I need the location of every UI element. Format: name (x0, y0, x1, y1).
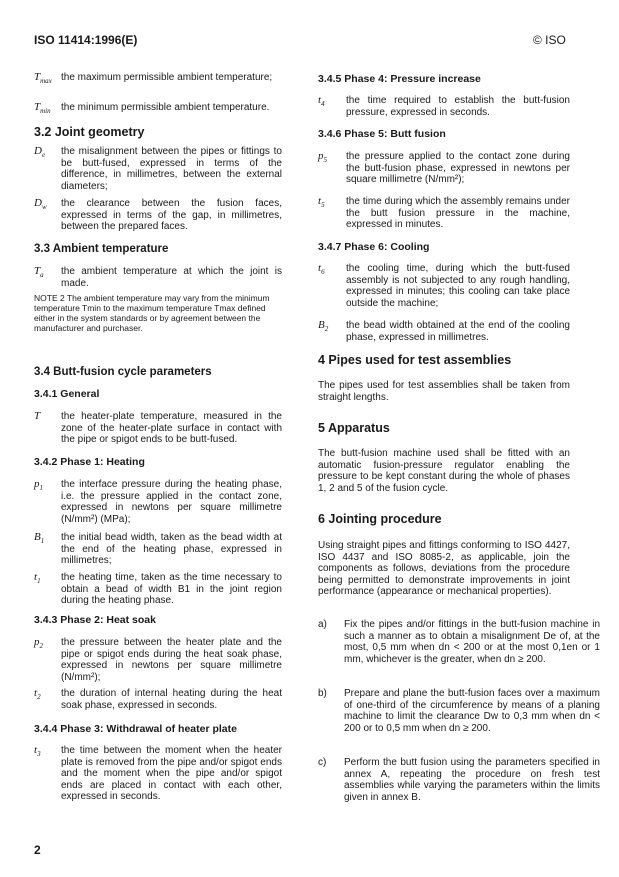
symbol-sub: w (41, 203, 47, 212)
symbol: t (34, 744, 38, 756)
page-number: 2 (34, 843, 41, 857)
heading-3-4-1: 3.4.1 General (34, 388, 100, 400)
symbol-sub: 1 (40, 537, 45, 546)
list-text: Perform the butt fusion using the parameters specified in annex A, repeating the procedure on fresh test assemblies while varying the parameters within the limits given in annex B. (344, 757, 600, 803)
symbol: T (34, 101, 41, 113)
note-2: NOTE 2 The ambient temperature may vary from the minimum temperature Tmin to the maximum temperature Tmax defined either in the system standards or by agreement between the manufacturer and purchaser. (34, 293, 270, 333)
definition-text: the ambient temperature at which the joint is made. (61, 266, 282, 289)
list-label: a) (318, 619, 327, 630)
document-id: ISO 11414:1996(E) (34, 33, 138, 47)
symbol: D (34, 145, 42, 157)
symbol-sub: min (40, 107, 51, 116)
symbol: t (34, 687, 38, 699)
definition-text: the time during which the assembly remains under the butt fusion pressure in the machine, expressed in minutes. (346, 196, 570, 230)
heading-5: 5 Apparatus (318, 421, 390, 435)
symbol: t (318, 195, 322, 207)
symbol-sub: 5 (321, 201, 325, 210)
definition-text: the heater-plate temperature, measured in the zone of the heater-plate surface in contact with the pipe or spigot ends to be butt-fused. (61, 411, 282, 445)
heading-3-4-2: 3.4.2 Phase 1: Heating (34, 456, 145, 468)
symbol: T (34, 410, 41, 422)
paragraph-4: The pipes used for test assemblies shall be taken from straight lengths. (318, 380, 570, 403)
symbol: T (34, 265, 41, 277)
definition-text: the clearance between the fusion faces, expressed in terms of the gap, in millimetres, between the prepared faces. (61, 198, 282, 232)
heading-3-4-3: 3.4.3 Phase 2: Heat soak (34, 614, 156, 626)
symbol-sub: 6 (321, 268, 325, 277)
list-label: b) (318, 688, 327, 699)
definition-text: the minimum permissible ambient temperature. (61, 102, 270, 113)
symbol: t (34, 571, 38, 583)
definition-text: the interface pressure during the heating phase, i.e. the pressure applied in the contact zone, expressed in newtons per square millimetre (N/mm²) (MPa); (61, 479, 282, 525)
symbol-sub: a (40, 271, 44, 280)
heading-3-4-5: 3.4.5 Phase 4: Pressure increase (318, 73, 481, 85)
list-label: c) (318, 757, 327, 768)
copyright-mark: © ISO (533, 33, 566, 47)
symbol: T (34, 71, 41, 83)
symbol: t (318, 262, 322, 274)
list-text: Fix the pipes and/or fittings in the butt-fusion machine in such a manner as to obtain a misalignment De of, at the most, 0,5 mm when dn < 200 or at the most 0,1en or 1 mm, whichever is the greater, when dn ≥ 200. (344, 619, 600, 665)
definition-text: the misalignment between the pipes or fittings to be butt-fused, expressed in terms of the difference, in millimetres, between the external diameters; (61, 146, 282, 192)
symbol-sub: 2 (37, 693, 41, 702)
definition-text: the pressure applied to the contact zone during the butt-fusion phase, expressed in newtons per square millimetre (N/mm²); (346, 151, 570, 185)
paragraph-6: Using straight pipes and fittings conforming to ISO 4427, ISO 4437 and ISO 8085-2, as applicable, join the components as follows, deviations from the procedure being permitted to demonstrate improvements in joint performance (appearance or mechanical properties). (318, 540, 570, 597)
definition-text: the cooling time, during which the butt-fused assembly is not subjected to any rough handling, expressed in minutes; this cooling can take place outside the machine; (346, 263, 570, 309)
definition-text: the heating time, taken as the time necessary to obtain a bead of width B1 in the joint region during the heating phase. (61, 572, 282, 606)
definition-text: the maximum permissible ambient temperature; (61, 72, 273, 83)
heading-6: 6 Jointing procedure (318, 512, 442, 526)
symbol: D (34, 197, 42, 209)
heading-4: 4 Pipes used for test assemblies (318, 353, 512, 367)
symbol-sub: 5 (323, 156, 327, 165)
symbol-sub: 2 (39, 642, 43, 651)
definition-text: the time between the moment when the heater plate is removed from the pipe and/or spigot ends and the moment when the pipe and/or spigot ends are placed in contact with each other, expressed in seconds. (61, 745, 282, 802)
definition-text: the pressure between the heater plate and the pipe or spigot ends during the heat soak phase, expressed in newtons per square millimetre (N/mm²); (61, 637, 282, 683)
definition-text: the time required to establish the butt-fusion pressure, expressed in seconds. (346, 95, 570, 118)
symbol: t (318, 94, 322, 106)
definition-text: the duration of internal heating during the heat soak phase, expressed in seconds. (61, 688, 282, 711)
heading-3-4: 3.4 Butt-fusion cycle parameters (34, 366, 212, 378)
list-text: Prepare and plane the butt-fusion faces over a maximum of one-third of the circumference by means of a planing machine to limit the clearance Dw to 0,3 mm when dn < 200 or to 0,5 mm when dn ≥ 200. (344, 688, 600, 734)
symbol-sub: e (41, 151, 46, 160)
heading-3-2: 3.2 Joint geometry (34, 125, 145, 139)
symbol-sub: 2 (324, 325, 329, 334)
symbol-sub: 1 (37, 577, 41, 586)
symbol: B (34, 531, 41, 543)
symbol: p (318, 150, 324, 162)
symbol-sub: 4 (321, 100, 325, 109)
heading-3-4-4: 3.4.4 Phase 3: Withdrawal of heater plate (34, 723, 237, 735)
symbol-sub: 3 (37, 750, 41, 759)
paragraph-5: The butt-fusion machine used shall be fitted with an automatic fusion-pressure regulator enabling the pressure to be kept constant during the whole of phases 1, 2 and 5 of the fusion cycle. (318, 448, 570, 494)
heading-3-4-7: 3.4.7 Phase 6: Cooling (318, 241, 430, 253)
definition-text: the bead width obtained at the end of the cooling phase, expressed in millimetres. (346, 320, 570, 343)
symbol: B (318, 319, 325, 331)
heading-3-4-6: 3.4.6 Phase 5: Butt fusion (318, 128, 446, 140)
heading-3-3: 3.3 Ambient temperature (34, 243, 169, 255)
definition-text: the initial bead width, taken as the bead width at the end of the heating phase, expressed in millimetres; (61, 532, 282, 566)
symbol: p (34, 636, 40, 648)
symbol-sub: max (40, 77, 52, 86)
symbol-sub: 1 (39, 484, 43, 493)
symbol: p (34, 478, 40, 490)
